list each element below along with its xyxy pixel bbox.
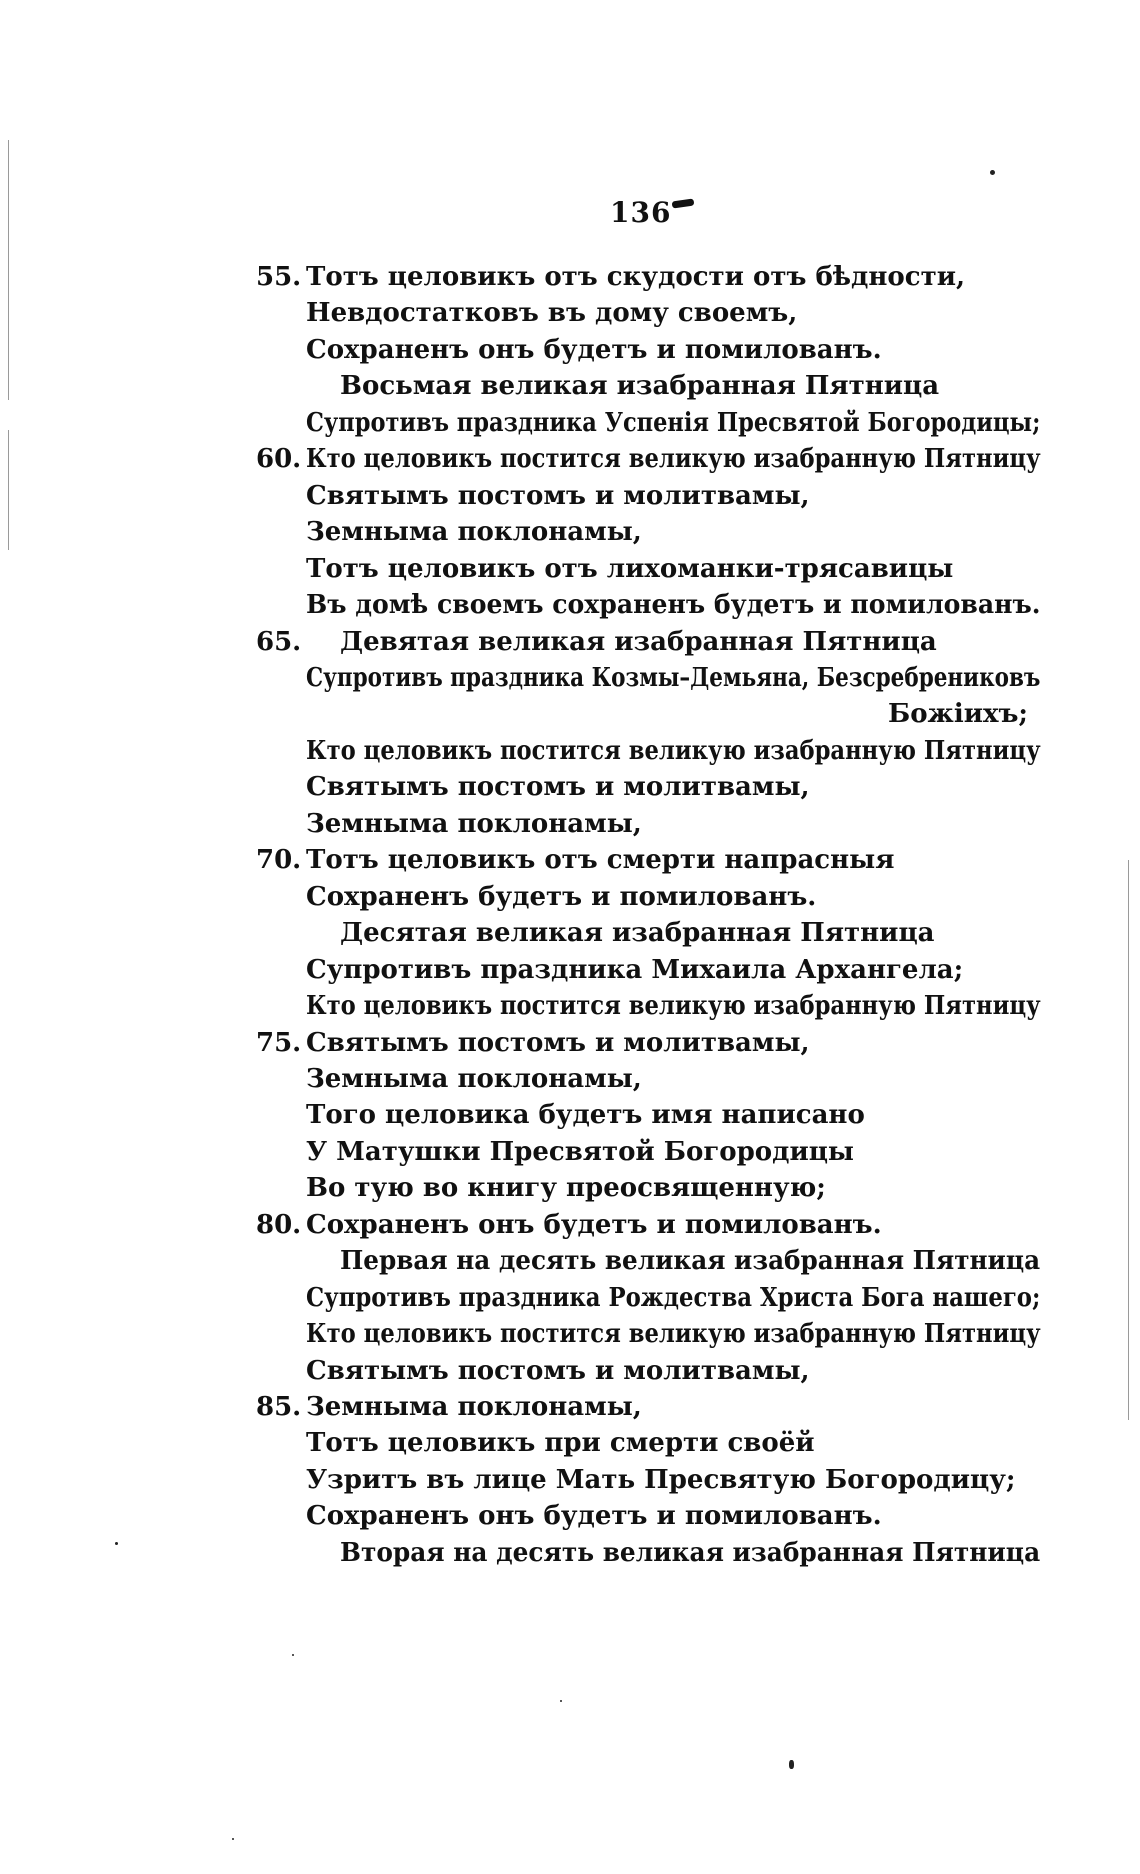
verse-text: Супротивъ праздника Рождества Христа Бога нашего; xyxy=(306,1282,1041,1313)
page-number: 136 xyxy=(610,196,672,229)
verse-text: Святымъ постомъ и молитвамы, xyxy=(306,772,810,803)
verse-line xyxy=(0,298,1140,334)
verse-text: Святымъ постомъ и молитвамы, xyxy=(306,1355,810,1386)
verse-text: Сохраненъ онъ будетъ и помилованъ. xyxy=(306,1501,882,1532)
verse-text: У Матушки Пресвятой Богородицы xyxy=(306,1136,854,1167)
verse-line xyxy=(0,663,1140,699)
verse-text: Супротивъ праздника Козмы–Демьяна, Безсребрениковъ xyxy=(306,663,1041,693)
verse-text: Кто целовикъ постится великую изабранную Пятницу xyxy=(306,991,1041,1021)
verse-line xyxy=(0,1210,1140,1246)
verse-text: Земныма поклонамы, xyxy=(306,1063,642,1094)
verse-line xyxy=(0,554,1140,590)
verse-line xyxy=(0,1028,1140,1064)
verse-line xyxy=(0,1064,1140,1100)
verse-line xyxy=(0,736,1140,772)
verse-text: Супротивъ праздника Успенія Пресвятой Богородицы; xyxy=(306,407,1041,438)
verse-text: Тотъ целовикъ отъ смерти напрасныя xyxy=(306,845,895,876)
verse-text: Десятая великая изабранная Пятница xyxy=(340,918,935,949)
verse-line xyxy=(0,444,1140,480)
verse-line xyxy=(0,1538,1140,1574)
verse-line xyxy=(0,845,1140,881)
verse-line xyxy=(0,1428,1140,1464)
verse-text: Въ домѣ своемъ сохраненъ будетъ и помилованъ. xyxy=(306,590,1041,620)
line-number: 70. xyxy=(256,845,302,876)
speck-mid-low xyxy=(560,1700,562,1702)
verse-text: Узритъ въ лице Мать Пресвятую Богородицу; xyxy=(306,1464,1016,1495)
verse-text: Тотъ целовикъ при смерти своёй xyxy=(306,1428,815,1459)
verse-line xyxy=(0,481,1140,517)
verse-text: Вторая на десять великая изабранная Пятница xyxy=(340,1537,1041,1568)
verse-text: Божіихъ; xyxy=(888,699,1029,730)
verse-text: Сохраненъ онъ будетъ и помилованъ. xyxy=(306,1209,882,1240)
verse-line xyxy=(0,699,1140,735)
verse-line xyxy=(0,1173,1140,1209)
verse-line xyxy=(0,1100,1140,1136)
line-number: 85. xyxy=(256,1392,302,1422)
verse-line xyxy=(0,1246,1140,1282)
verse-text: Тотъ целовикъ отъ лихоманки-трясавицы xyxy=(306,553,954,584)
line-number: 65. xyxy=(256,626,302,657)
speck-mid xyxy=(292,1654,294,1656)
speck-top-right xyxy=(990,170,995,175)
verse-line xyxy=(0,590,1140,626)
header-ornament xyxy=(672,199,695,209)
verse-line xyxy=(0,1319,1140,1355)
verse-text: Того целовика будетъ имя написано xyxy=(306,1100,865,1131)
verse-text: Кто целовикъ постится великую изабранную Пятницу xyxy=(306,735,1041,766)
line-number: 60. xyxy=(256,444,302,475)
verse-line xyxy=(0,991,1140,1027)
verse-line xyxy=(0,1501,1140,1537)
verse-text: Невдостатковъ въ дому своемъ, xyxy=(306,298,798,329)
verse-text: Первая на десять великая изабранная Пятница xyxy=(340,1246,1041,1277)
line-number: 55. xyxy=(256,262,302,292)
verse-line xyxy=(0,918,1140,954)
verse-text: Тотъ целовикъ отъ скудости отъ бѣдности, xyxy=(306,262,966,292)
verse-line xyxy=(0,1465,1140,1501)
verse-line xyxy=(0,1392,1140,1428)
verse-line xyxy=(0,262,1140,298)
verse-text: Кто целовикъ постится великую изабранную Пятницу xyxy=(306,444,1041,475)
verse-text: Сохраненъ будетъ и помилованъ. xyxy=(306,881,817,912)
verse-line xyxy=(0,335,1140,371)
verse-line xyxy=(0,408,1140,444)
verse-text: Супротивъ праздника Михаила Архангела; xyxy=(306,954,964,985)
speck-bottom-left xyxy=(232,1838,234,1840)
verse-text: Девятая великая изабранная Пятница xyxy=(340,626,937,657)
line-number: 80. xyxy=(256,1209,302,1240)
verse-line xyxy=(0,809,1140,845)
verse-line xyxy=(0,1137,1140,1173)
verse-line xyxy=(0,1356,1140,1392)
verse-text: Земныма поклонамы, xyxy=(306,1392,642,1422)
line-number: 75. xyxy=(256,1027,302,1058)
verse-line xyxy=(0,627,1140,663)
verse-line xyxy=(0,772,1140,808)
verse-line xyxy=(0,882,1140,918)
verse-text: Земныма поклонамы, xyxy=(306,517,642,548)
verse-line xyxy=(0,1283,1140,1319)
speck-bottom xyxy=(789,1760,794,1769)
verse-text: Святымъ постомъ и молитвамы, xyxy=(306,1027,810,1058)
verse-text: Во тую во книгу преосвященную; xyxy=(306,1173,826,1204)
verse-line xyxy=(0,517,1140,553)
verse-text: Земныма поклонамы, xyxy=(306,808,642,839)
verse-line xyxy=(0,955,1140,991)
verse-line xyxy=(0,371,1140,407)
verse-text: Святымъ постомъ и молитвамы, xyxy=(306,480,810,511)
verse-text: Кто целовикъ постится великую изабранную Пятницу xyxy=(306,1319,1041,1350)
verse-text: Восьмая великая изабранная Пятница xyxy=(340,371,940,402)
verse-text: Сохраненъ онъ будетъ и помилованъ. xyxy=(306,334,882,365)
